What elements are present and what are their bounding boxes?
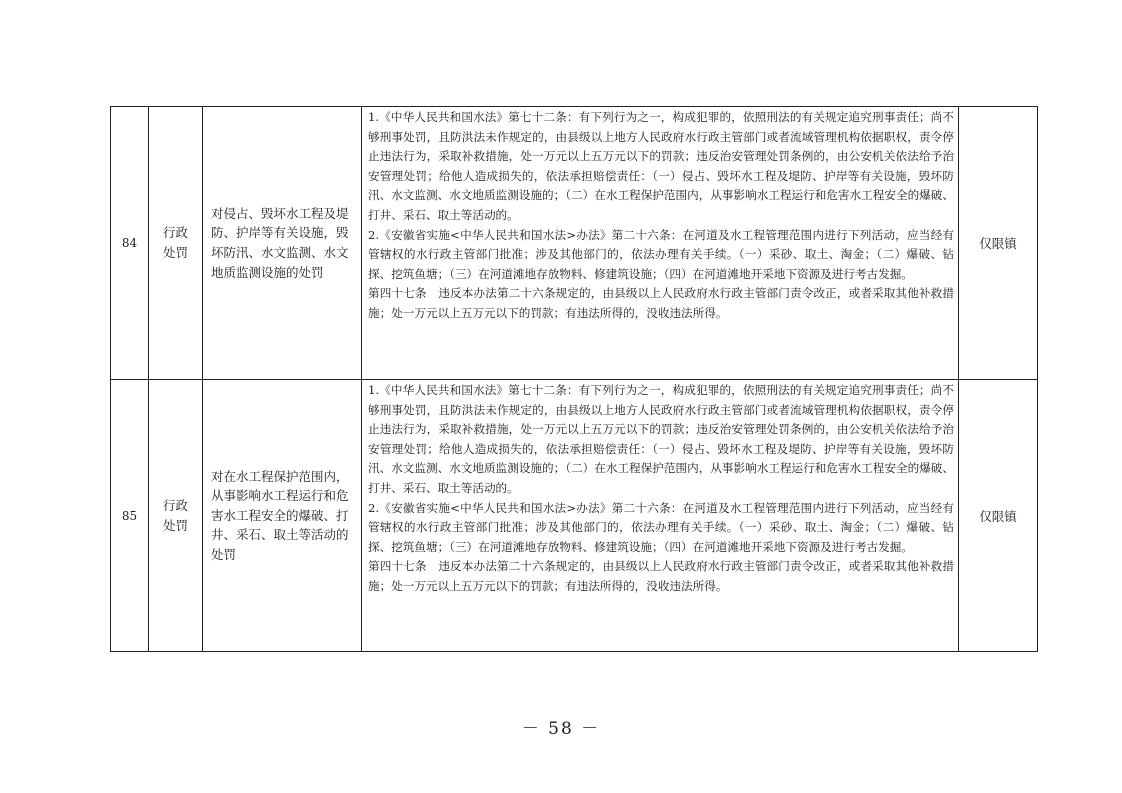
legal-basis-paragraph: 第四十七条 违反本办法第二十六条规定的，由县级以上人民政府水行政主管部门责令改正，或者采取其他补救措施；处一万元以上五万元以下的罚款；有违法所得的，没收违法所得。 xyxy=(368,559,954,593)
legal-basis-paragraph: 1.《中华人民共和国水法》第七十二条：有下列行为之一，构成犯罪的，依照刑法的有关规定追究刑事责任；尚不够刑事处罚，且防洪法未作规定的，由县级以上地方人民政府水行政主管部门或者流域管理机构依据职权，责令停止违法行为，采取补救措施，处一万元以上五万元以下的罚款；违反治安管理处罚条例的，由公安机关依法给予治安管理处罚；给他人造成损失的，依法承担赔偿责任：（一）侵占、毁坏水工程及堤防、护岸等有关设施，毁坏防汛、水文监测、水文地质监测设施的；（二）在水工程保护范围内，从事影响水工程运行和危害水工程安全的爆破、打井、采石、取土等活动的。 xyxy=(368,383,954,495)
legal-basis-paragraph: 2.《安徽省实施<中华人民共和国水法>办法》第二十六条：在河道及水工程管理范围内进行下列活动，应当经有管辖权的水行政主管部门批准；涉及其他部门的，依法办理有关手续。（一）采砂、取土、淘金；（二）爆破、钻探、挖筑鱼塘；（三）在河道滩地存放物料、修建筑设施；（四）在河道滩地开采地下资源及进行考古发掘。 xyxy=(368,500,954,554)
regulation-table xyxy=(110,106,1038,652)
scope-cell: 仅限镇 xyxy=(959,380,1038,652)
legal-basis-cell xyxy=(362,380,959,652)
legal-basis-paragraph: 第四十七条 违反本办法第二十六条规定的，由县级以上人民政府水行政主管部门责令改正，或者采取其他补救措施；处一万元以上五万元以下的罚款；有违法所得的，没收违法所得。 xyxy=(368,286,954,320)
row-number: 85 xyxy=(111,380,149,652)
legal-basis-cell xyxy=(362,107,959,380)
penalty-type-cell xyxy=(149,107,203,380)
legal-basis-paragraph: 2.《安徽省实施<中华人民共和国水法>办法》第二十六条：在河道及水工程管理范围内进行下列活动，应当经有管辖权的水行政主管部门批准；涉及其他部门的，依法办理有关手续。（一）采砂、取土、淘金；（二）爆破、钻探、挖筑鱼塘；（三）在河道滩地存放物料、修建筑设施；（四）在河道滩地开采地下资源及进行考古发掘。 xyxy=(368,227,954,281)
penalty-type-cell xyxy=(149,380,203,652)
penalty-type-line: 行政 xyxy=(162,225,188,240)
penalty-item: 对侵占、毁坏水工程及堤防、护岸等有关设施，毁坏防汛、水文监测、水文地质监测设施的处罚 xyxy=(203,107,362,380)
page-number: － 58 － xyxy=(521,719,601,739)
table-row xyxy=(111,380,1038,652)
row-number: 84 xyxy=(111,107,149,380)
legal-basis-paragraph: 1.《中华人民共和国水法》第七十二条：有下列行为之一，构成犯罪的，依照刑法的有关规定追究刑事责任；尚不够刑事处罚，且防洪法未作规定的，由县级以上地方人民政府水行政主管部门或者流域管理机构依据职权，责令停止违法行为，采取补救措施，处一万元以上五万元以下的罚款；违反治安管理处罚条例的，由公安机关依法给予治安管理处罚；给他人造成损失的，依法承担赔偿责任：（一）侵占、毁坏水工程及堤防、护岸等有关设施，毁坏防汛、水文监测、水文地质监测设施的；（二）在水工程保护范围内，从事影响水工程运行和危害水工程安全的爆破、打井、采石、取土等活动的。 xyxy=(368,110,954,222)
penalty-type-line: 处罚 xyxy=(162,517,188,533)
penalty-type-line: 行政 xyxy=(162,497,188,513)
table-row xyxy=(111,107,1038,380)
penalty-item: 对在水工程保护范围内，从事影响水工程运行和危害水工程安全的爆破、打井、采石、取土等活动的处罚 xyxy=(203,380,362,652)
scope-cell: 仅限镇 xyxy=(959,107,1038,380)
penalty-type-line: 处罚 xyxy=(162,245,188,260)
